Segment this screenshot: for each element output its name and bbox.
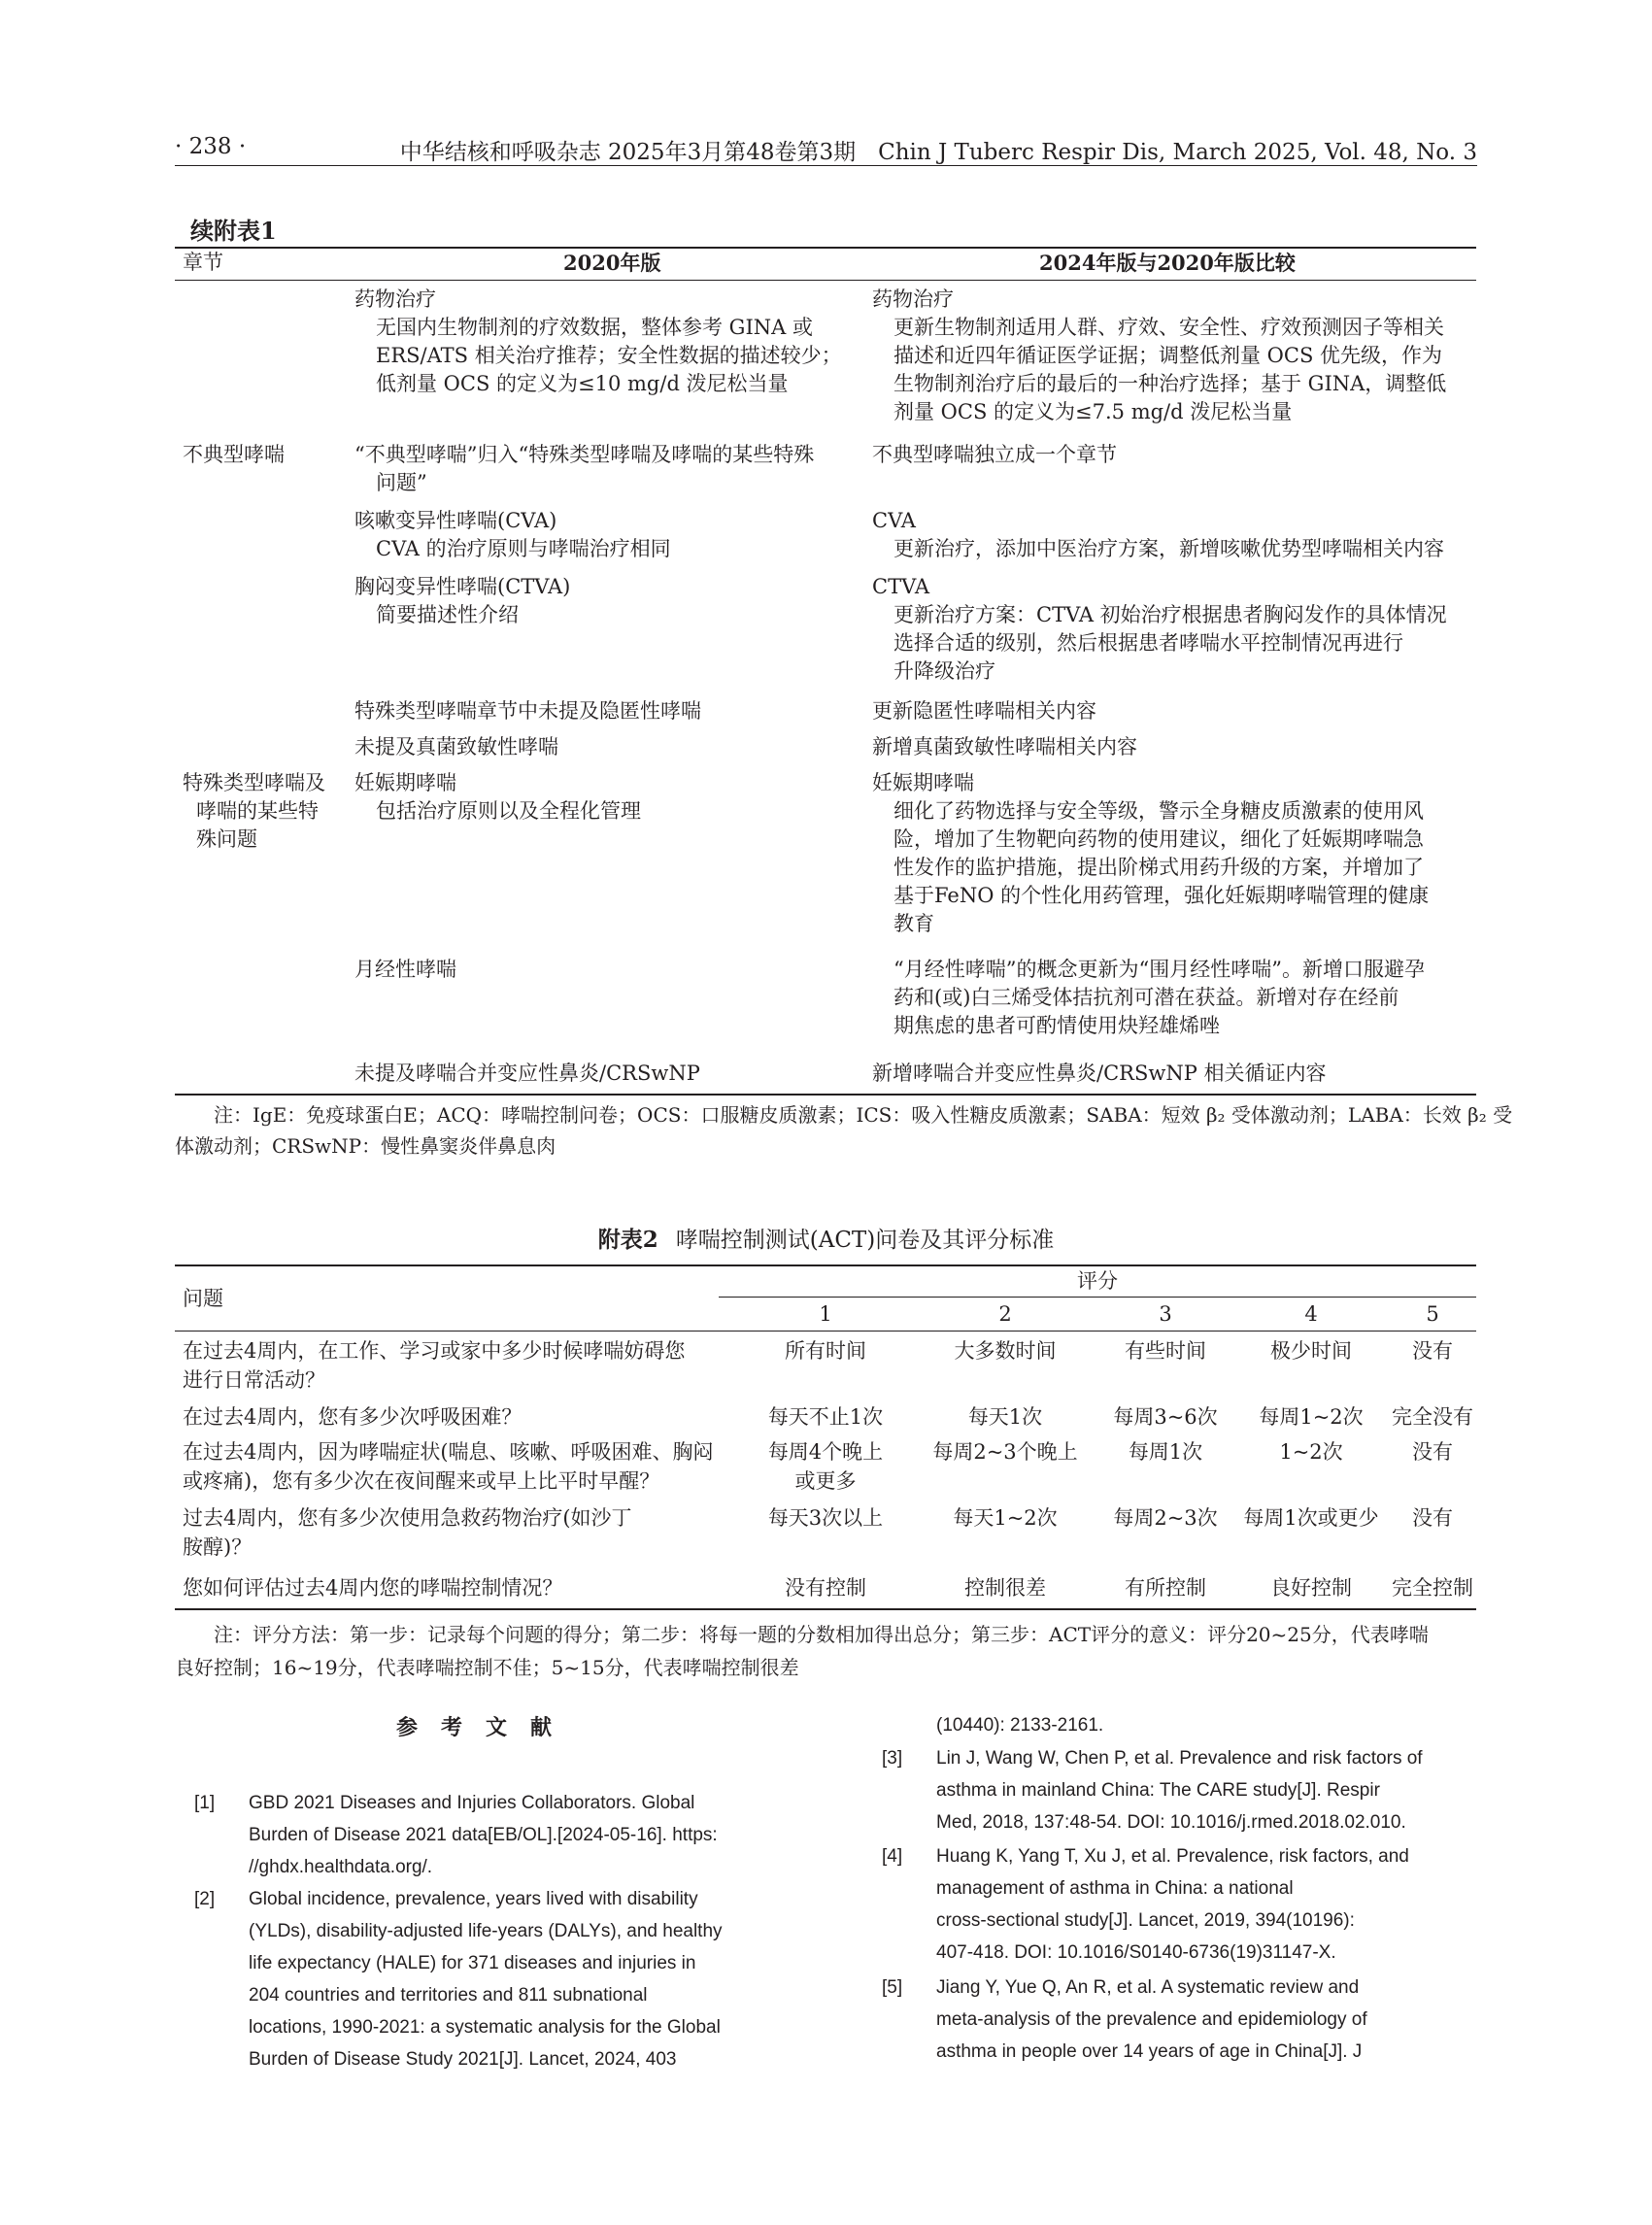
table2-score-2: 2 [998, 1302, 1012, 1326]
table2-caption [175, 1222, 1477, 1254]
table1-caption: 续附表1 [190, 217, 277, 245]
table2-answer: 没有控制 [785, 1576, 866, 1600]
table1-row-fungal-2020: 未提及真菌致敏性哮喘 [354, 735, 558, 759]
table2-row-question: 您如何评估过去4周内您的哮喘控制情况？ [183, 1576, 563, 1600]
table2-header-question: 问题 [183, 1287, 223, 1310]
table2-answer: 每天1次 [967, 1405, 1043, 1429]
table1-row-cva-2020: 咳嗽变异性哮喘(CVA) CVA 的治疗原则与哮喘治疗相同 [354, 509, 671, 560]
table1-header-2020: 2020年版 [563, 251, 661, 275]
table1-chapter-special: 特殊类型哮喘及 哮喘的某些特 殊问题 [183, 771, 325, 851]
table2-score-3: 3 [1159, 1302, 1172, 1326]
table2-score-1: 1 [819, 1302, 832, 1326]
table1-row-cva-2024: CVA 更新治疗，添加中医治疗方案，新增咳嗽优势型哮喘相关内容 [872, 509, 1444, 560]
table2-title: 哮喘控制测试(ACT)问卷及其评分标准 [675, 1228, 1055, 1253]
table1-row-pregnancy-2020: 妊娠期哮喘 包括治疗原则以及全程化管理 [354, 771, 641, 823]
table2-header-score: 评分 [1077, 1269, 1118, 1293]
table2-answer: 完全控制 [1392, 1576, 1473, 1600]
table1-bottom-rule [175, 1094, 1476, 1096]
table1-row-drug-2024: 药物治疗 更新生物制剂适用人群、疗效、安全性、疗效预测因子等相关 描述和近四年循证医学证据；调整低剂量 OCS 优先级，作为 生物制剂治疗后的最后的一种治疗选择；基于 GINA，调整低 剂量 OCS 的定义为≤7.5 mg/d 泼尼松当量 [872, 287, 1447, 423]
table1-row-rhinitis-2020: 未提及哮喘合并变应性鼻炎/CRSwNP [354, 1062, 700, 1085]
table1-row-rhinitis-2024: 新增哮喘合并变应性鼻炎/CRSwNP 相关循证内容 [872, 1062, 1327, 1085]
table1-row-menstrual-2020: 月经性哮喘 [354, 958, 456, 981]
table2-label: 附表2 [597, 1227, 658, 1253]
table1-row-hidden-2024: 更新隐匿性哮喘相关内容 [872, 699, 1096, 723]
table2-answer: 大多数时间 [954, 1339, 1057, 1363]
table2-answer: 没有 [1412, 1339, 1453, 1363]
table2-answer: 极少时间 [1270, 1339, 1352, 1363]
table1-row-menstrual-2024: “月经性哮喘”的概念更新为“围月经性哮喘”。新增口服避孕 药和(或)白三烯受体拮抗剂可潜在获益。新增对存在经前 期焦虑的患者可酌情使用炔羟雄烯唑 [893, 958, 1425, 1037]
table2-row-question: 在过去4周内，在工作、学习或家中多少时候哮喘妨碍您 进行日常活动？ [183, 1339, 686, 1392]
table1-header-compare: 2024年版与2020年版比较 [1039, 251, 1296, 275]
table1-row-ctva-2024: CTVA 更新治疗方案：CTVA 初始治疗根据患者胸闷发作的具体情况 选择合适的级别，然后根据患者哮喘水平控制情况再进行 升降级治疗 [872, 575, 1447, 683]
table1-chapter-atypical: 不典型哮喘 [183, 443, 285, 466]
table1-header-rule [175, 280, 1476, 281]
table2-answer: 每天3次以上 [767, 1506, 884, 1530]
table2-header-rule [175, 1331, 1476, 1332]
table2-footnote: 注：评分方法：第一步：记录每个问题的得分；第二步：将每一题的分数相加得出总分；第三步：ACT评分的意义：评分20~25分，代表哮喘 良好控制；16~19分，代表哮喘控制不佳；5~15分，代表哮喘控制很差 [175, 1623, 1429, 1679]
table1-row-drug-2020: 药物治疗 无国内生物制剂的疗效数据，整体参考 GINA 或 ERS/ATS 相关治疗推荐；安全性数据的描述较少； 低剂量 OCS 的定义为≤10 mg/d 泼尼松当量 [354, 287, 842, 395]
table2-answer: 没有 [1412, 1440, 1453, 1464]
table2-row-question: 在过去4周内，您有多少次呼吸困难？ [183, 1405, 523, 1429]
references-heading: 参考文献 [395, 1715, 575, 1740]
table2-score-5: 5 [1426, 1302, 1439, 1326]
table2-answer: 每周2~3个晚上 [932, 1440, 1078, 1464]
table2-answer: 完全没有 [1392, 1405, 1473, 1429]
table2-answer: 每天不止1次 [767, 1405, 884, 1429]
table2-answer: 每天1~2次 [953, 1506, 1058, 1530]
table2-answer: 1~2次 [1279, 1440, 1343, 1464]
table1-row-ctva-2020: 胸闷变异性哮喘(CTVA) 简要描述性介绍 [354, 575, 571, 626]
table2-answer: 每周2~3次 [1113, 1506, 1218, 1530]
table2-answer: 每周1次或更少 [1243, 1506, 1379, 1530]
table2-row-question: 在过去4周内，因为哮喘症状(喘息、咳嗽、呼吸困难、胸闷 或疼痛)，您有多少次在夜间醒来或早上比平时早醒？ [183, 1440, 714, 1493]
table2-answer: 有所控制 [1125, 1576, 1206, 1600]
table2-answer: 每周3~6次 [1113, 1405, 1218, 1429]
journal-page: · 238 · 中华结核和呼吸杂志 2025年3月第48卷第3期 Chin J Tuberc Respir Dis, March 2025, Vol. 48, No. 3 续附表1 章节 2020年版 2024年版与2020年版比较 药物治疗 无国内生物制剂的疗效数据，整体参考 GINA 或 ERS/ATS 相关治疗推荐；安全性数据的描述较少； 低剂量 OCS 的定义为≤10 mg/d 泼尼松当量 药物治疗 更新生物制剂适用人群、疗效、安全性、疗效预测因子等相关 描述和近四年循证医学证据；调整低剂量 OCS 优先级，作为 生物制剂治疗后的最后的一种治疗选择；基于 GINA，调整低 剂量 OCS 的定义为≤7.5 mg/d 泼尼松当量 不典型哮喘 “不典型哮喘”归入“特殊类型哮喘及哮喘的某些特殊 问题” 不典型哮喘独立成一个章节 咳嗽变异性哮喘(CVA) CVA 的治疗原则与哮喘治疗相同 CVA 更新治疗，添加中医治疗方案，新增咳嗽优势型哮喘相关内容 胸闷变异性哮喘(CTVA) 简要描述性介绍 CTVA 更新治疗方案：CTVA 初始治疗根据患者胸闷发作的具体情况 选择合适的级别，然后根据患者哮喘水平控制情况再进行 升降级治疗 特殊类型哮喘章节中未提及隐匿性哮喘 更新隐匿性哮喘相关内容 未提及真菌致敏性哮喘 新增真菌致敏性哮喘相关内容 特殊类型哮喘及 哮喘的某些特 殊问题 妊娠期哮喘 包括治疗原则以及全程化管理 妊娠期哮喘 细化了药物选择与安全等级，警示全身糖皮质激素的使用风 险，增加了生物靶向药物的使用建议，细化了妊娠期哮喘急 性发作的监护措施，提出阶梯式用药升级的方案，并增加了 基于FeNO 的个性化用药管理，强化妊娠期哮喘管理的健康 教育 月经性哮喘 “月经性哮喘”的概念更新为“围月经性哮喘”。新增口服避孕 药和(或)白三烯受体拮抗剂可潜在获益。新增对存在经前 期焦虑的患者可酌情使用炔羟雄烯唑 未提及哮喘合并变应性鼻炎/CRSwNP 新增哮喘合并变应性鼻炎/CRSwNP 相关循证内容 注：IgE：免疫球蛋白E；ACQ：哮喘控制问卷；OCS：口服糖皮质激素；ICS：吸入性糖皮质激素；SABA：短效 β₂ 受体激动剂；LABA：长效 β₂ 受 体激动剂；CRSwNP：慢性鼻窦炎伴鼻息肉 附表2 哮喘控制测试(ACT)问卷及其评分标准 问题 评分 1 2 3 4 5 在过去4周内，在工作、学习或家中多少时候哮喘妨碍您 进行日常活动？ 所有时间 大多数时间 有些时间 极少时间 没有 在过去4周内，您有多少次呼吸困难？ 每天不止1次 每天1次 每周3~6次 每周1~2次 完全没有 在过去4周内，因为哮喘症状(喘息、咳嗽、呼吸困难、胸闷 或疼痛)，您有多少次在夜间醒来或早上比平时早醒？ 每周4个晚上 或更多 每周2~3个晚上 每周1次 1~2次 没有 过去4周内，您有多少次使用急救药物治疗(如沙丁 胺醇)？ 每天3次以上 每天1~2次 每周2~3次 每周1次或更少 没有 您如何评估过去4周内您的哮喘控制情况？ 没有控制 控制很差 有所控制 良好控制 完全控制 注：评分方法：第一步：记录每个问题的得分；第二步：将每一题的分数相加得出总分；第三步：ACT评分的意义：评分20~25分，代表哮喘 良好控制；16~19分，代表哮喘控制不佳；5~15分，代表哮喘控制很差 参考文献 [1] GBD 2021 Diseases and Injuries Collaborators. Global Burden of Disease 2021 data[EB/OL].[2024-05-16]. https: //ghdx.healthdata.org/. [2] Global incidence, prevalence, years lived with disability (YLDs), disability-adjusted life-years (DALYs), and healthy life expectancy (HALE) for 371 diseases and injuries in 204 countries and territories and 811 subnational locations, 1990-2021: a systematic analysis for the Global Burden of Disease Study 2021[J]. Lancet, 2024, 403 (10440): 2133-2161. [3] Lin J, Wang W, Chen P, et al. Prevalence and risk factors of asthma in mainland China: The CARE study[J]. Respir Med, 2018, 137:48-54. DOI: 10.1016/j.rmed.2018.02.010. [4] Huang K, Yang T, Xu J, et al. Prevalence, risk factors, and management of asthma in China: a national cross-sectional study[J]. Lancet, 2019, 394(10196): 407-418. DOI: 10.1016/S0140-6736(19)31147-X. [5] Jiang Y, Yue Q, An R, et al. A systematic review and meta-analysis of the prevalence and epidemiology of asthma in people over 14 years of age in China[J]. J [175, 134, 1513, 2070]
table2-answer: 没有 [1412, 1506, 1453, 1530]
table2-answer: 每周4个晚上 或更多 [767, 1440, 884, 1493]
table1-row-atypical-2024: 不典型哮喘独立成一个章节 [872, 443, 1117, 466]
table1-row-fungal-2024: 新增真菌致敏性哮喘相关内容 [872, 735, 1137, 759]
table1-row-hidden-2020: 特殊类型哮喘章节中未提及隐匿性哮喘 [354, 699, 701, 723]
table2-answer: 良好控制 [1270, 1576, 1352, 1600]
table1-footnote: 注：IgE：免疫球蛋白E；ACQ：哮喘控制问卷；OCS：口服糖皮质激素；ICS：吸入性糖皮质激素；SABA：短效 β₂ 受体激动剂；LABA：长效 β₂ 受 体激动剂；CRSwNP：慢性鼻窦炎伴鼻息肉 [175, 1103, 1513, 1158]
page-number: · 238 · [175, 134, 247, 159]
table2-answer: 控制很差 [964, 1576, 1046, 1600]
table2-answer: 每周1~2次 [1259, 1405, 1364, 1429]
table2-bottom-rule [175, 1608, 1476, 1610]
table2-score-rule [719, 1297, 1476, 1298]
table2-row-question: 过去4周内，您有多少次使用急救药物治疗(如沙丁 胺醇)？ [183, 1506, 632, 1559]
table2-answer: 有些时间 [1125, 1339, 1206, 1363]
table2-score-4: 4 [1304, 1302, 1318, 1326]
table1-row-atypical-2020: “不典型哮喘”归入“特殊类型哮喘及哮喘的某些特殊 问题” [354, 443, 815, 494]
journal-citation: 中华结核和呼吸杂志 2025年3月第48卷第3期 Chin J Tuberc Respir Dis, March 2025, Vol. 48, No. 3 [399, 140, 1477, 165]
running-header [175, 132, 1477, 166]
table2-answer: 所有时间 [785, 1339, 866, 1363]
table1-row-pregnancy-2024: 妊娠期哮喘 细化了药物选择与安全等级，警示全身糖皮质激素的使用风 险，增加了生物靶向药物的使用建议，细化了妊娠期哮喘急 性发作的监护措施，提出阶梯式用药升级的方案，并增加了 基于FeNO 的个性化用药管理，强化妊娠期哮喘管理的健康 教育 [872, 771, 1430, 935]
table2-answer: 每周1次 [1128, 1440, 1203, 1464]
table1-header-chapter: 章节 [183, 251, 223, 274]
